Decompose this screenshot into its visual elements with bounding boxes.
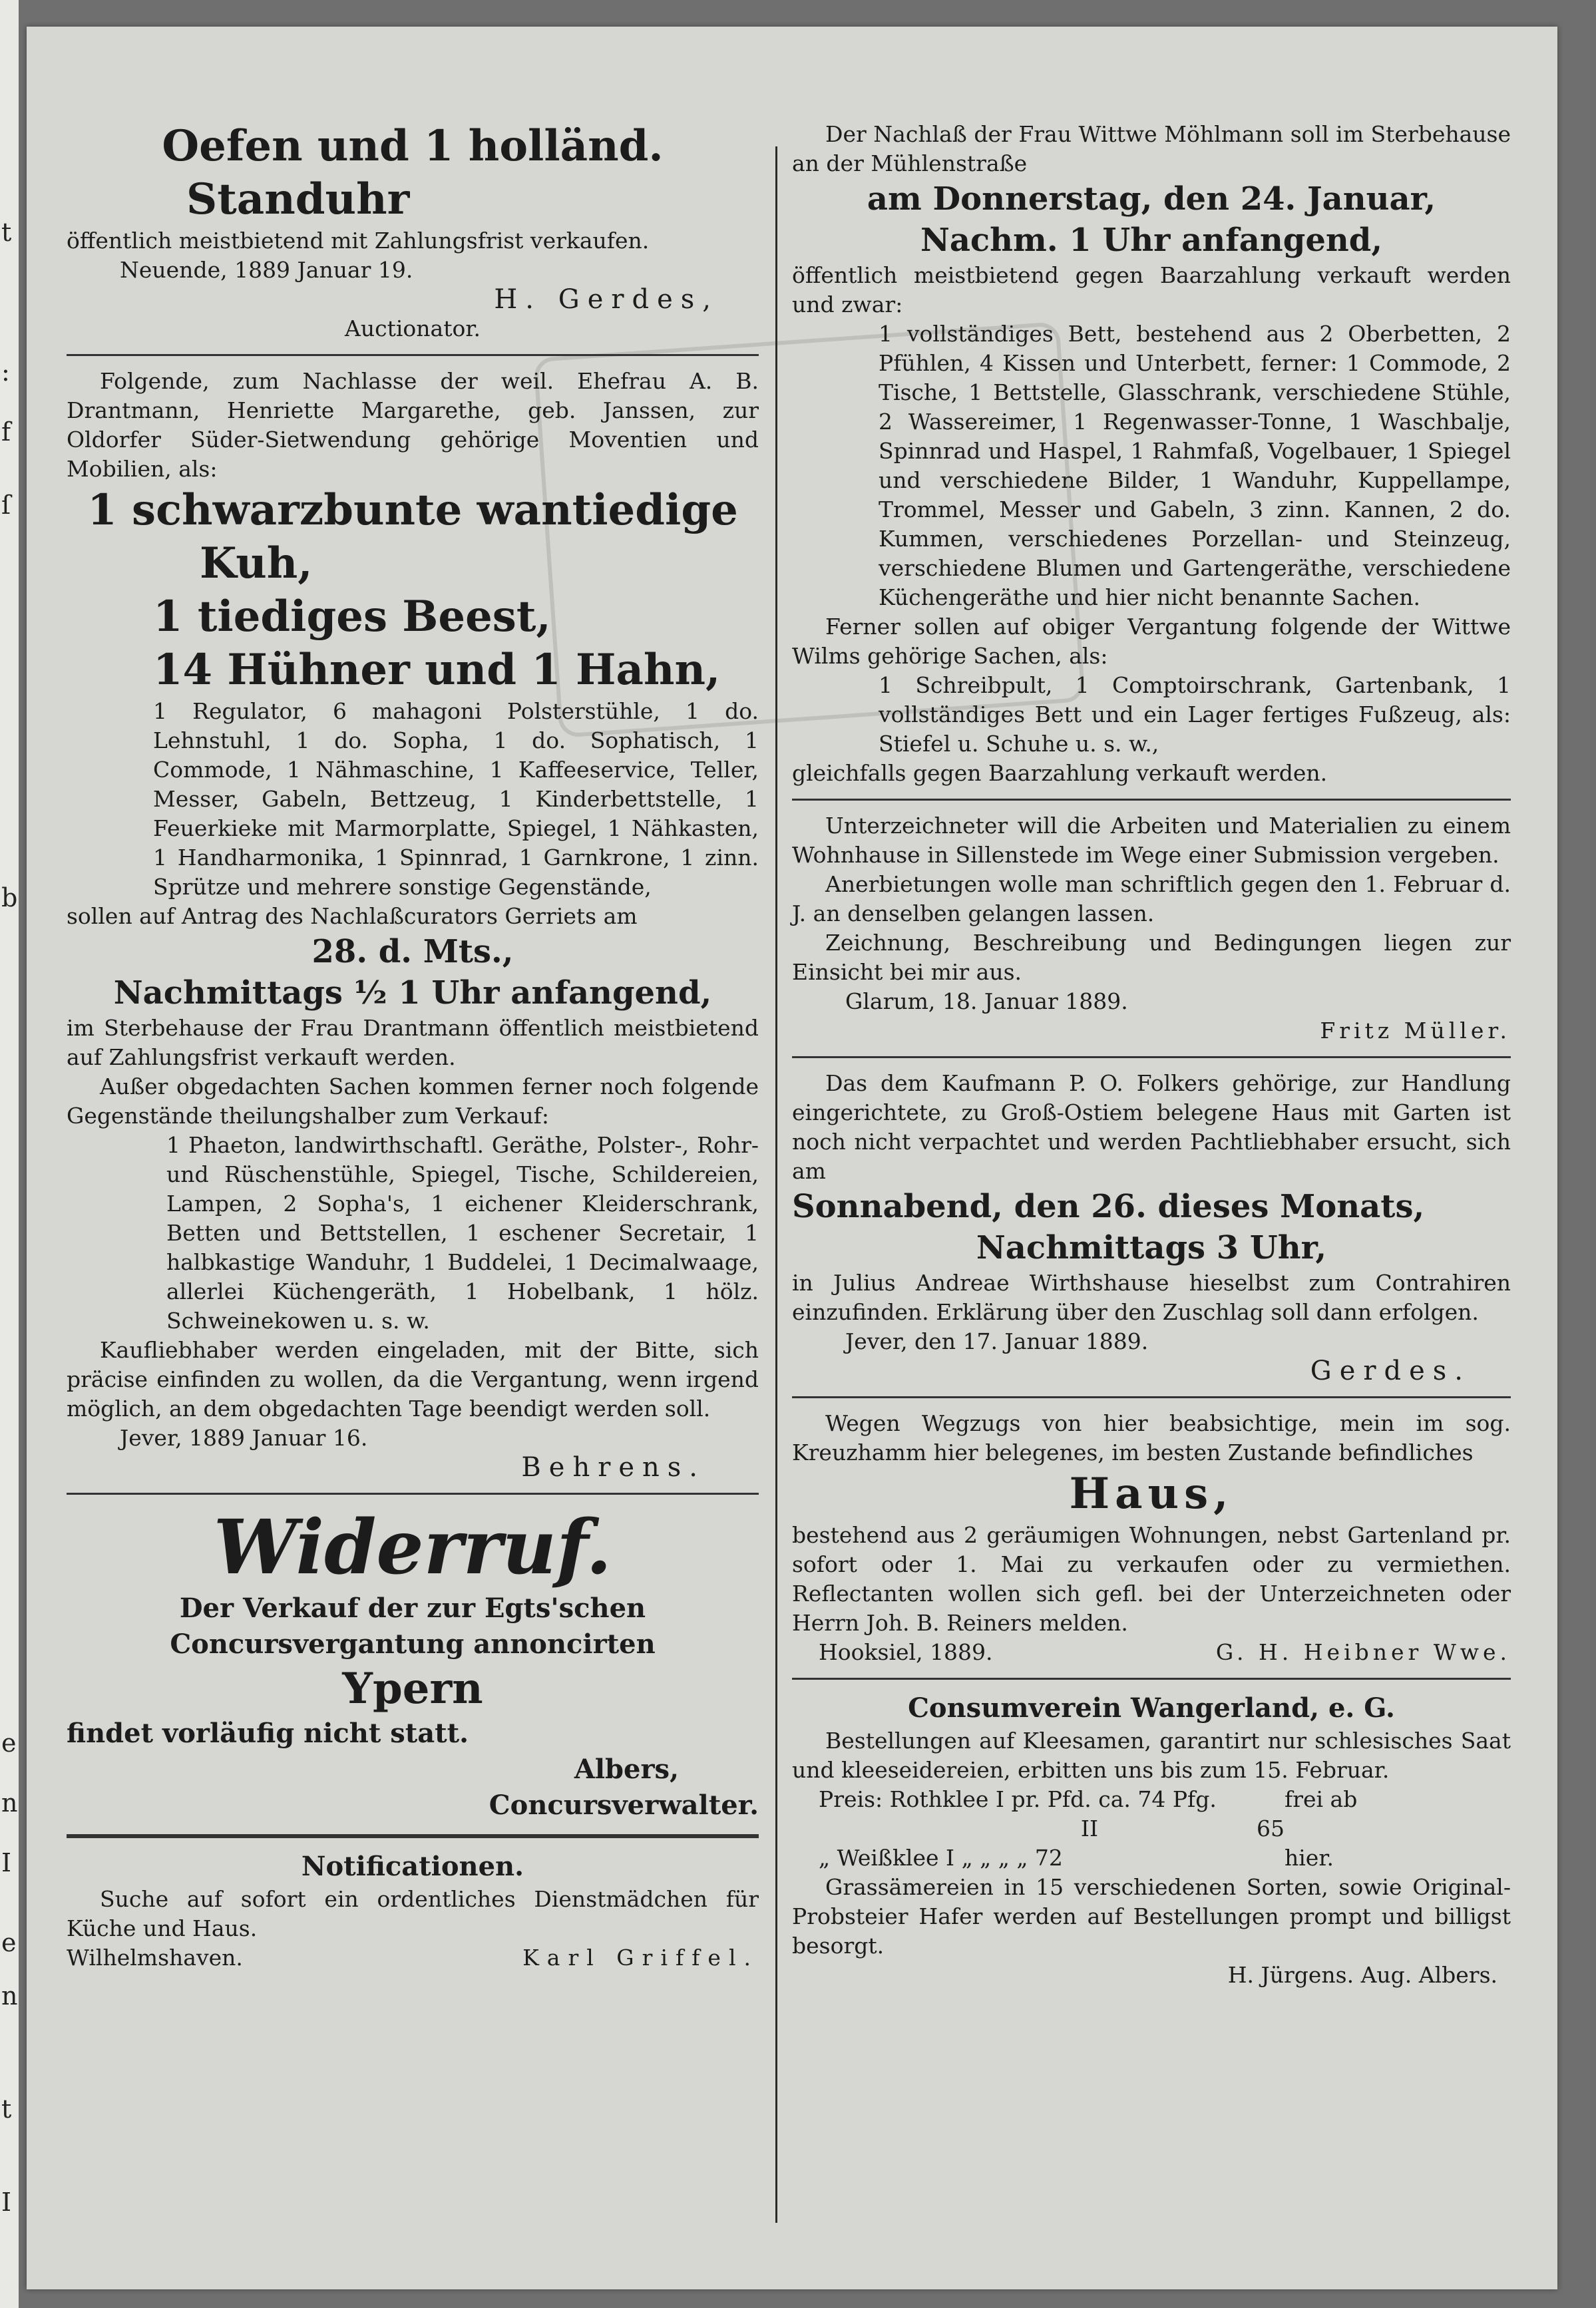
signature: Gerdes. bbox=[1310, 1356, 1471, 1386]
ad-folkers bbox=[792, 1069, 1511, 1386]
ad-text: öffentlich meistbietend mit Zahlungsfrist verkaufen. bbox=[67, 228, 650, 254]
margin-char: b bbox=[1, 883, 18, 912]
separator bbox=[67, 1834, 759, 1838]
ad-text: Ferner sollen auf obiger Vergantung folgende der Wittwe Wilms gehörige Sachen, als: bbox=[792, 614, 1511, 669]
dateline: Glarum, 18. Januar 1889. bbox=[845, 988, 1128, 1014]
dateline: Hooksiel, 1889. bbox=[819, 1639, 993, 1665]
page-edge bbox=[0, 0, 19, 2308]
ad-widerruf bbox=[67, 1505, 759, 1824]
item-list: 1 Phaeton, landwirthschaftl. Geräthe, Polster-, Rohr- und Rüschenstühle, Spiegel, Tische, Schildereien, Lampen, 2 Sopha's, 1 eichener Kleiderschrank, Betten und Bettstellen, 1 eschener Secretair, 1 halbkastige Wanduhr, 1 Buddelei, 1 Decimalwaage, allerlei Küchengeräth, 1 Hobelbank, 1 hölz. Schweinekowen u. s. w. bbox=[166, 1132, 759, 1334]
margin-char: I bbox=[1, 2188, 12, 2217]
price-note: frei ab bbox=[1285, 1786, 1358, 1812]
ad-text: Außer obgedachten Sachen kommen ferner noch folgende Gegenstände theilungshalber zum Verkauf: bbox=[67, 1073, 759, 1129]
section-title: Notificationen. bbox=[301, 1851, 524, 1882]
separator bbox=[792, 1396, 1511, 1398]
signature: G. H. Heibner Wwe. bbox=[1215, 1639, 1511, 1665]
ad-text: Zeichnung, Beschreibung und Bedingungen liegen zur Einsicht bei mir aus. bbox=[792, 930, 1511, 985]
signature-role: Auctionator. bbox=[345, 315, 481, 341]
margin-char: f bbox=[1, 417, 11, 447]
price-item: Preis: Rothklee I pr. Pfd. ca. 74 Pfg. bbox=[819, 1786, 1217, 1812]
ad-drantmann bbox=[67, 367, 759, 1482]
margin-char: ſ bbox=[1, 490, 11, 520]
ad-submission bbox=[792, 811, 1511, 1046]
dateline: Neuende, 1889 Januar 19. bbox=[120, 257, 413, 283]
ad-text: Der Verkauf der zur Egts'schen bbox=[179, 1593, 646, 1624]
separator bbox=[792, 1678, 1511, 1680]
item-list: 1 Regulator, 6 mahagoni Polsterstühle, 1 do. Lehnstuhl, 1 do. Sopha, 1 do. Sophatisch, 1 Commode, 1 Nähmaschine, 1 Kaffeeservice, Teller, Messer, Gabeln, Bettzeug, 1 Kinderbettstelle, 1 Feuerkieke mit Marmorplatte, Spiegel, 1 Nähkasten, 1 Handharmonika, 1 Spinnrad, 1 Garnkrone, 1 zinn. Sprütze und mehrere sonstige Gegenstände, bbox=[153, 698, 759, 900]
item-heading: 1 schwarzbunte wantiedige bbox=[87, 485, 738, 535]
dateline: Jever, den 17. Januar 1889. bbox=[845, 1328, 1149, 1354]
price-row bbox=[792, 1785, 1511, 1814]
column-divider bbox=[775, 146, 777, 2223]
ad-text: Grassämereien in 15 verschiedenen Sorten, sowie Original-Probsteier Hafer werden auf Bestellungen prompt und billigst besorgt. bbox=[792, 1874, 1511, 1959]
auction-time: Nachmittags ½ 1 Uhr anfangend, bbox=[113, 974, 712, 1012]
auction-date: Sonnabend, den 26. dieses Monats, bbox=[792, 1188, 1425, 1225]
ad-text: sollen auf Antrag des Nachlaßcurators Gerriets am bbox=[67, 903, 638, 929]
newspaper-page bbox=[27, 27, 1557, 2289]
ad-text: bestehend aus 2 geräumigen Wohnungen, nebst Gartenland pr. sofort oder 1. Mai zu verkaufen oder zu vermiethen. Reflectanten wollen sich gefl. bei der Unterzeichneten oder Herrn Joh. B. Reiners melden. bbox=[792, 1522, 1511, 1636]
margin-char: n bbox=[1, 1981, 18, 2011]
auction-time: Nachmittags 3 Uhr, bbox=[976, 1229, 1327, 1266]
ad-moehlmann bbox=[792, 120, 1511, 788]
left-column bbox=[67, 120, 759, 1979]
ad-text: gleichfalls gegen Baarzahlung verkauft werden. bbox=[792, 760, 1328, 786]
separator bbox=[792, 799, 1511, 801]
ad-text: Das dem Kaufmann P. O. Folkers gehörige, zur Handlung eingerichtete, zu Groß-Ostiem belegene Haus mit Garten ist noch nicht verpachtet und werden Pachtliebhaber ersucht, sich am bbox=[792, 1070, 1511, 1184]
margin-char: e bbox=[1, 1728, 17, 1758]
ad-consumverein bbox=[792, 1690, 1511, 1990]
margin-char: : bbox=[1, 357, 10, 387]
ad-title-2: Standuhr bbox=[186, 174, 410, 224]
signature-role: Concursverwalter. bbox=[489, 1790, 759, 1821]
ad-name: Ypern bbox=[342, 1664, 483, 1714]
signature: Fritz Müller. bbox=[1320, 1018, 1511, 1044]
ad-title: Oefen und 1 holländ. bbox=[162, 121, 664, 171]
signature: Albers, bbox=[574, 1754, 679, 1785]
ad-title: Haus, bbox=[1069, 1469, 1234, 1519]
ad-intro: Wegen Wegzugs von hier beabsichtige, mein im sog. Kreuzhamm hier belegenes, im besten Zustande befindliches bbox=[792, 1410, 1511, 1465]
ad-intro: Folgende, zum Nachlasse der weil. Ehefrau A. B. Drantmann, Henriette Margarethe, geb. Janssen, zur Oldorfer Süder-Sietwendung gehörige Moventien und Mobilien, als: bbox=[67, 368, 759, 482]
margin-char: n bbox=[1, 1788, 18, 1818]
signature: H. Jürgens. Aug. Albers. bbox=[1227, 1962, 1497, 1988]
ad-text: Bestellungen auf Kleesamen, garantirt nur schlesisches Saat und kleeseidereien, erbitten uns bis zum 15. Februar. bbox=[792, 1728, 1511, 1783]
price-value: 65 bbox=[1257, 1816, 1285, 1841]
price-item: „ Weißklee I „ „ „ „ 72 bbox=[819, 1845, 1063, 1871]
auction-date: am Donnerstag, den 24. Januar, bbox=[867, 180, 1436, 218]
item-list: 1 vollständiges Bett, bestehend aus 2 Oberbetten, 2 Pfühlen, 4 Kissen und Unterbett, ferner: 1 Commode, 2 Tische, 1 Bettstelle, Glasschrank, verschiedene Stühle, 2 Wassereimer, 1 Regenwasser-Tonne, 1 Waschbalje, Spinnrad und Haspel, 1 Rahmfaß, Vogelbauer, 1 Spiegel und verschiedene Bilder, 1 Wanduhr, Kuppellampe, Trommel, Messer und Gabeln, 3 zinn. Kannen, 2 do. Kummen, verschiedenes Porzellan- und Steinzeug, verschiedene Blumen und Gartengeräthe, verschiedene Küchengeräthe und hier nicht benannte Sachen. bbox=[879, 321, 1511, 610]
signature: Karl Griffel. bbox=[522, 1945, 759, 1971]
right-column bbox=[792, 120, 1511, 1997]
margin-char: I bbox=[1, 1848, 12, 1877]
auction-date: 28. d. Mts., bbox=[311, 933, 514, 970]
ad-intro: Der Nachlaß der Frau Wittwe Möhlmann soll im Sterbehause an der Mühlenstraße bbox=[792, 121, 1511, 176]
ad-haus bbox=[792, 1409, 1511, 1667]
separator bbox=[67, 1493, 759, 1495]
price-row bbox=[792, 1814, 1511, 1843]
signature: Behrens. bbox=[521, 1452, 705, 1483]
ad-text: findet vorläufig nicht statt. bbox=[67, 1718, 469, 1749]
margin-char: t bbox=[1, 218, 12, 247]
item-heading: 14 Hühner und 1 Hahn, bbox=[153, 645, 721, 695]
dateline: Jever, 1889 Januar 16. bbox=[120, 1425, 368, 1451]
ad-text: in Julius Andreae Wirthshause hieselbst zum Contrahiren einzufinden. Erklärung über den Zuschlag soll dann erfolgen. bbox=[792, 1270, 1511, 1325]
separator bbox=[67, 354, 759, 356]
separator bbox=[792, 1056, 1511, 1058]
ad-notificationen bbox=[67, 1849, 759, 1973]
ad-text: im Sterbehause der Frau Drantmann öffentlich meistbietend auf Zahlungsfrist verkauft werden. bbox=[67, 1015, 759, 1070]
ad-title: Widerruf. bbox=[213, 1504, 612, 1591]
ad-text: Concursvergantung annoncirten bbox=[170, 1629, 656, 1660]
price-item: II bbox=[1080, 1816, 1098, 1841]
item-heading: 1 tiediges Beest, bbox=[153, 592, 551, 642]
place: Wilhelmshaven. bbox=[67, 1945, 243, 1971]
auction-time: Nachm. 1 Uhr anfangend, bbox=[920, 222, 1383, 259]
item-heading: Kuh, bbox=[200, 538, 313, 588]
price-note: hier. bbox=[1285, 1845, 1334, 1871]
ad-text: Unterzeichneter will die Arbeiten und Materialien zu einem Wohnhause in Sillenstede im Wege einer Submission vergeben. bbox=[792, 813, 1511, 868]
ad-text: Anerbietungen wolle man schriftlich gegen den 1. Februar d. J. an denselben gelangen lassen. bbox=[792, 871, 1511, 926]
price-row bbox=[792, 1843, 1511, 1873]
margin-char: t bbox=[1, 2094, 12, 2124]
ad-title: Consumverein Wangerland, e. G. bbox=[908, 1692, 1395, 1724]
ad-oefen bbox=[67, 120, 759, 343]
signature: H. Gerdes, bbox=[494, 284, 719, 315]
margin-char: e bbox=[1, 1928, 17, 1957]
item-list: 1 Schreibpult, 1 Comptoirschrank, Gartenbank, 1 vollständiges Bett und ein Lager fertiges Fußzeug, als: Stiefel u. Schuhe u. s. w., bbox=[879, 672, 1511, 757]
ad-text: Kaufliebhaber werden eingeladen, mit der Bitte, sich präcise einfinden zu wollen, da die Vergantung, wenn irgend möglich, an dem obgedachten Tage beendigt werden soll. bbox=[67, 1337, 759, 1422]
ad-text: Suche auf sofort ein ordentliches Dienstmädchen für Küche und Haus. bbox=[67, 1886, 759, 1941]
ad-text: öffentlich meistbietend gegen Baarzahlung verkauft werden und zwar: bbox=[792, 262, 1511, 317]
